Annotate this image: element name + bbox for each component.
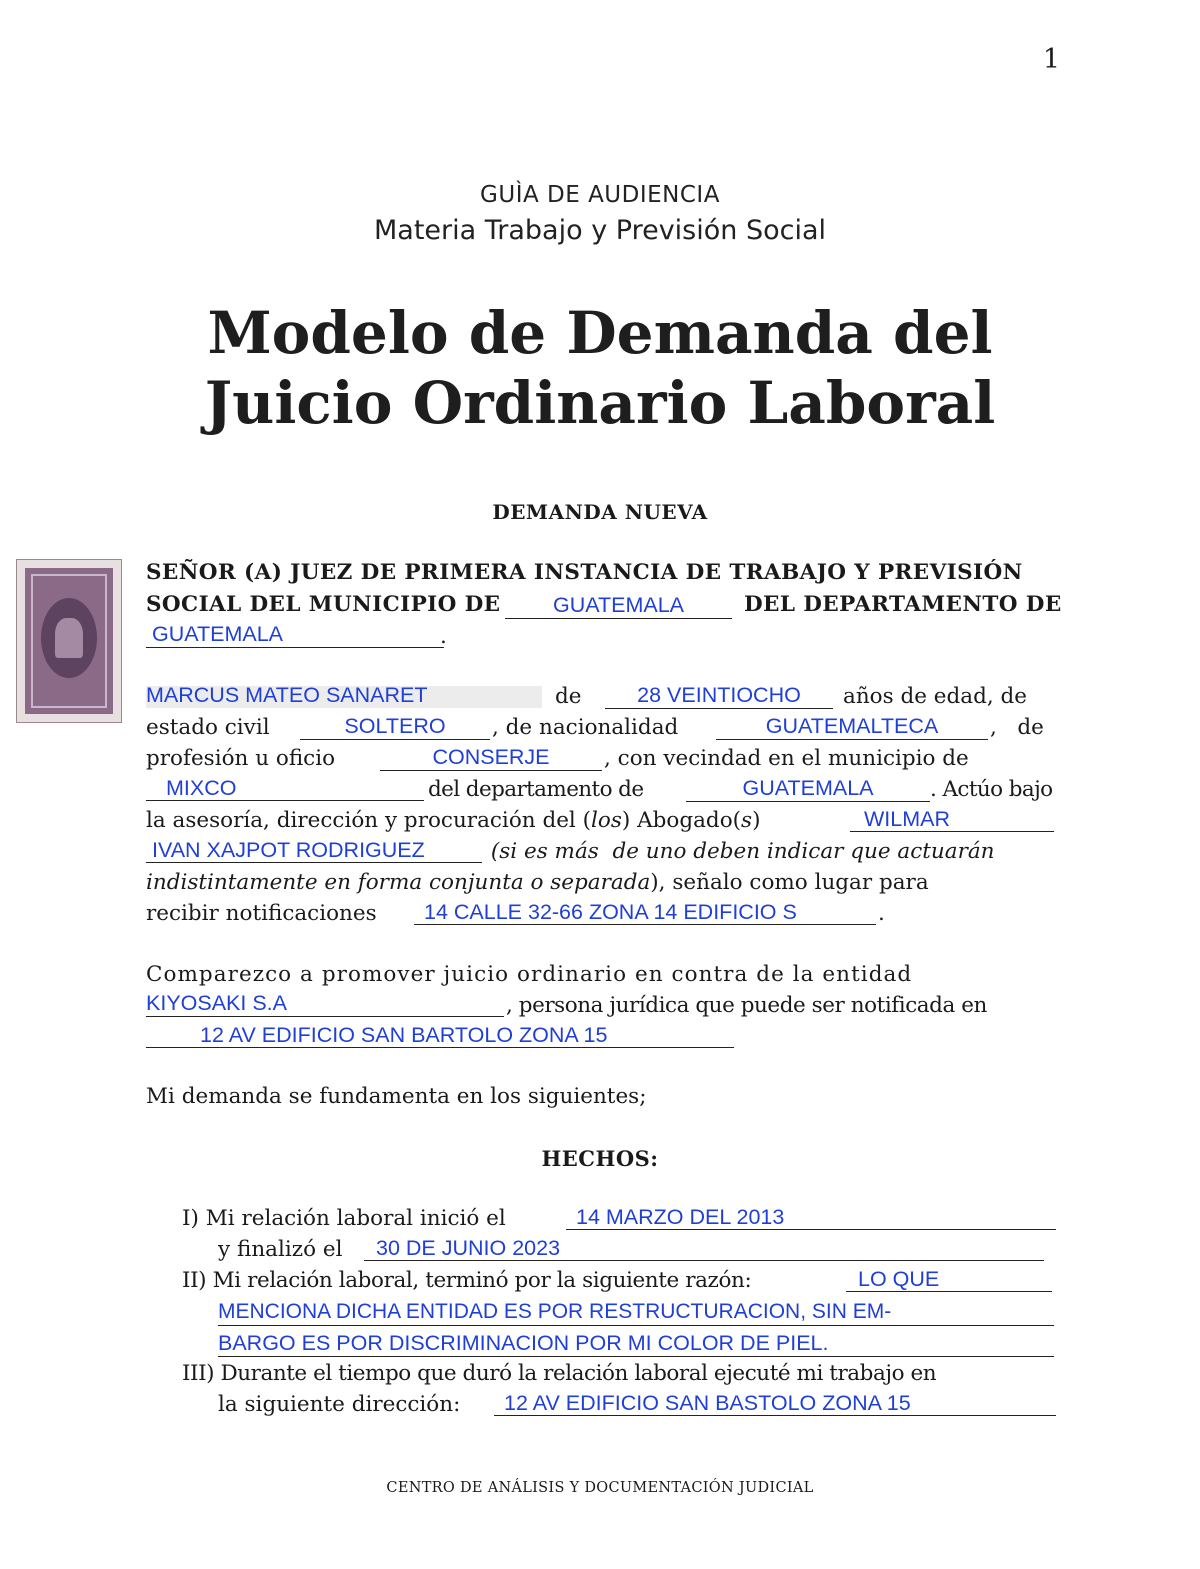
work-address-field[interactable]: 12 AV EDIFICIO SAN BASTOLO ZONA 15 xyxy=(494,1390,1056,1416)
note-rest: ), señalo como lugar para xyxy=(650,870,929,895)
reason-field-2[interactable]: MENCIONA DICHA ENTIDAD ES POR RESTRUCTURACION, SIN EM- xyxy=(218,1299,1054,1326)
nacionalidad-field[interactable]: GUATEMALTECA xyxy=(716,713,988,740)
entity-field[interactable]: KIYOSAKI S.A xyxy=(146,990,504,1017)
vecindad-municipio-field[interactable]: MIXCO xyxy=(146,775,424,801)
demanda-nueva-heading: DEMANDA NUEVA xyxy=(492,500,708,524)
notificaciones-field[interactable]: 14 CALLE 32-66 ZONA 14 EDIFICIO S xyxy=(414,899,876,925)
complaint-line-2: , persona jurídica que puede ser notificada en xyxy=(506,993,987,1018)
guide-title: GUÌA DE AUDIENCIA xyxy=(480,182,720,208)
reason-field-3[interactable]: BARGO ES POR DISCRIMINACION POR MI COLOR DE PIEL. xyxy=(218,1330,1054,1357)
fact-i-label: I) Mi relación laboral inició el xyxy=(182,1206,506,1231)
municipio-field[interactable]: GUATEMALA xyxy=(505,592,732,619)
fact-ii-label: II) Mi relación laboral, terminó por la siguiente razón: xyxy=(182,1268,752,1293)
asesoria-line xyxy=(146,808,760,833)
entity-address-field[interactable]: 12 AV EDIFICIO SAN BARTOLO ZONA 15 xyxy=(146,1022,734,1048)
lawyer-note-line-2 xyxy=(146,870,929,895)
footer: CENTRO DE ANÁLISIS Y DOCUMENTACIÓN JUDICIAL xyxy=(386,1480,814,1496)
notificaciones-period: . xyxy=(878,901,885,926)
lawyer-field-1[interactable]: WILMAR xyxy=(850,806,1054,832)
addressee-line-2-b: DEL DEPARTAMENTO DE xyxy=(744,592,1062,617)
title-line-1: Modelo de Demanda del xyxy=(207,299,993,367)
vecindad-label: , con vecindad en el municipio de xyxy=(604,746,969,771)
fact-iii-label: III) Durante el tiempo que duró la relación laboral ejecuté mi trabajo en xyxy=(182,1361,937,1386)
age-field[interactable]: 28 VEINTIOCHO xyxy=(605,682,833,709)
fact-iii-label-2: la siguiente dirección: xyxy=(218,1392,461,1417)
age-suffix: años de edad, de xyxy=(843,684,1028,709)
postage-stamp xyxy=(17,560,121,722)
los-text: los xyxy=(591,808,622,833)
end-date-field[interactable]: 30 DE JUNIO 2023 xyxy=(364,1235,1044,1261)
abogado-text: ) Abogado( xyxy=(621,808,742,833)
addressee-line-1: SEÑOR (A) JUEZ DE PRIMERA INSTANCIA DE TRABAJO Y PREVISIÓN xyxy=(146,560,1023,585)
profesion-label: profesión u oficio xyxy=(146,746,336,771)
nacionalidad-suffix: , de xyxy=(990,715,1044,740)
asesoria-text: la asesoría, dirección y procuración del ( xyxy=(146,808,592,833)
departamento-label: del departamento de xyxy=(428,777,644,802)
close-paren-text: ) xyxy=(752,808,761,833)
vecindad-departamento-field[interactable]: GUATEMALA xyxy=(686,775,930,802)
profesion-field[interactable]: CONSERJE xyxy=(380,744,602,771)
page-number: 1 xyxy=(1042,44,1060,75)
document-title xyxy=(0,298,1200,438)
party-name-field[interactable]: MARCUS MATEO SANARET xyxy=(146,683,428,707)
departamento-field[interactable]: GUATEMALA xyxy=(146,621,444,648)
notificaciones-label: recibir notificaciones xyxy=(146,901,377,926)
actuo-label: . Actúo bajo xyxy=(930,777,1053,802)
note-italic: indistintamente en forma conjunta o separada xyxy=(146,870,651,895)
estado-civil-label: estado civil xyxy=(146,715,270,740)
addressee-period: . xyxy=(440,624,447,649)
complaint-line-1: Comparezco a promover juicio ordinario en contra de la entidad xyxy=(146,962,913,987)
s-text: s xyxy=(741,808,753,833)
start-date-field[interactable]: 14 MARZO DEL 2013 xyxy=(566,1204,1056,1230)
nacionalidad-label: , de nacionalidad xyxy=(492,715,679,740)
addressee-line-2-a: SOCIAL DEL MUNICIPIO DE xyxy=(146,592,501,617)
fact-i-end-label: y finalizó el xyxy=(218,1237,343,1262)
reason-field-1[interactable]: LO QUE xyxy=(846,1266,1052,1292)
de-label: de xyxy=(555,684,582,709)
lawyer-note-1: (si es más de uno deben indicar que actuarán xyxy=(484,839,995,864)
lawyer-field-2[interactable]: IVAN XAJPOT RODRIGUEZ xyxy=(146,837,482,863)
fundamento-line: Mi demanda se fundamenta en los siguientes; xyxy=(146,1084,647,1109)
estado-civil-field[interactable]: SOLTERO xyxy=(300,713,490,740)
hechos-heading: HECHOS: xyxy=(541,1146,659,1171)
title-line-2: Juicio Ordinario Laboral xyxy=(204,369,996,437)
subject-line: Materia Trabajo y Previsión Social xyxy=(373,215,827,246)
